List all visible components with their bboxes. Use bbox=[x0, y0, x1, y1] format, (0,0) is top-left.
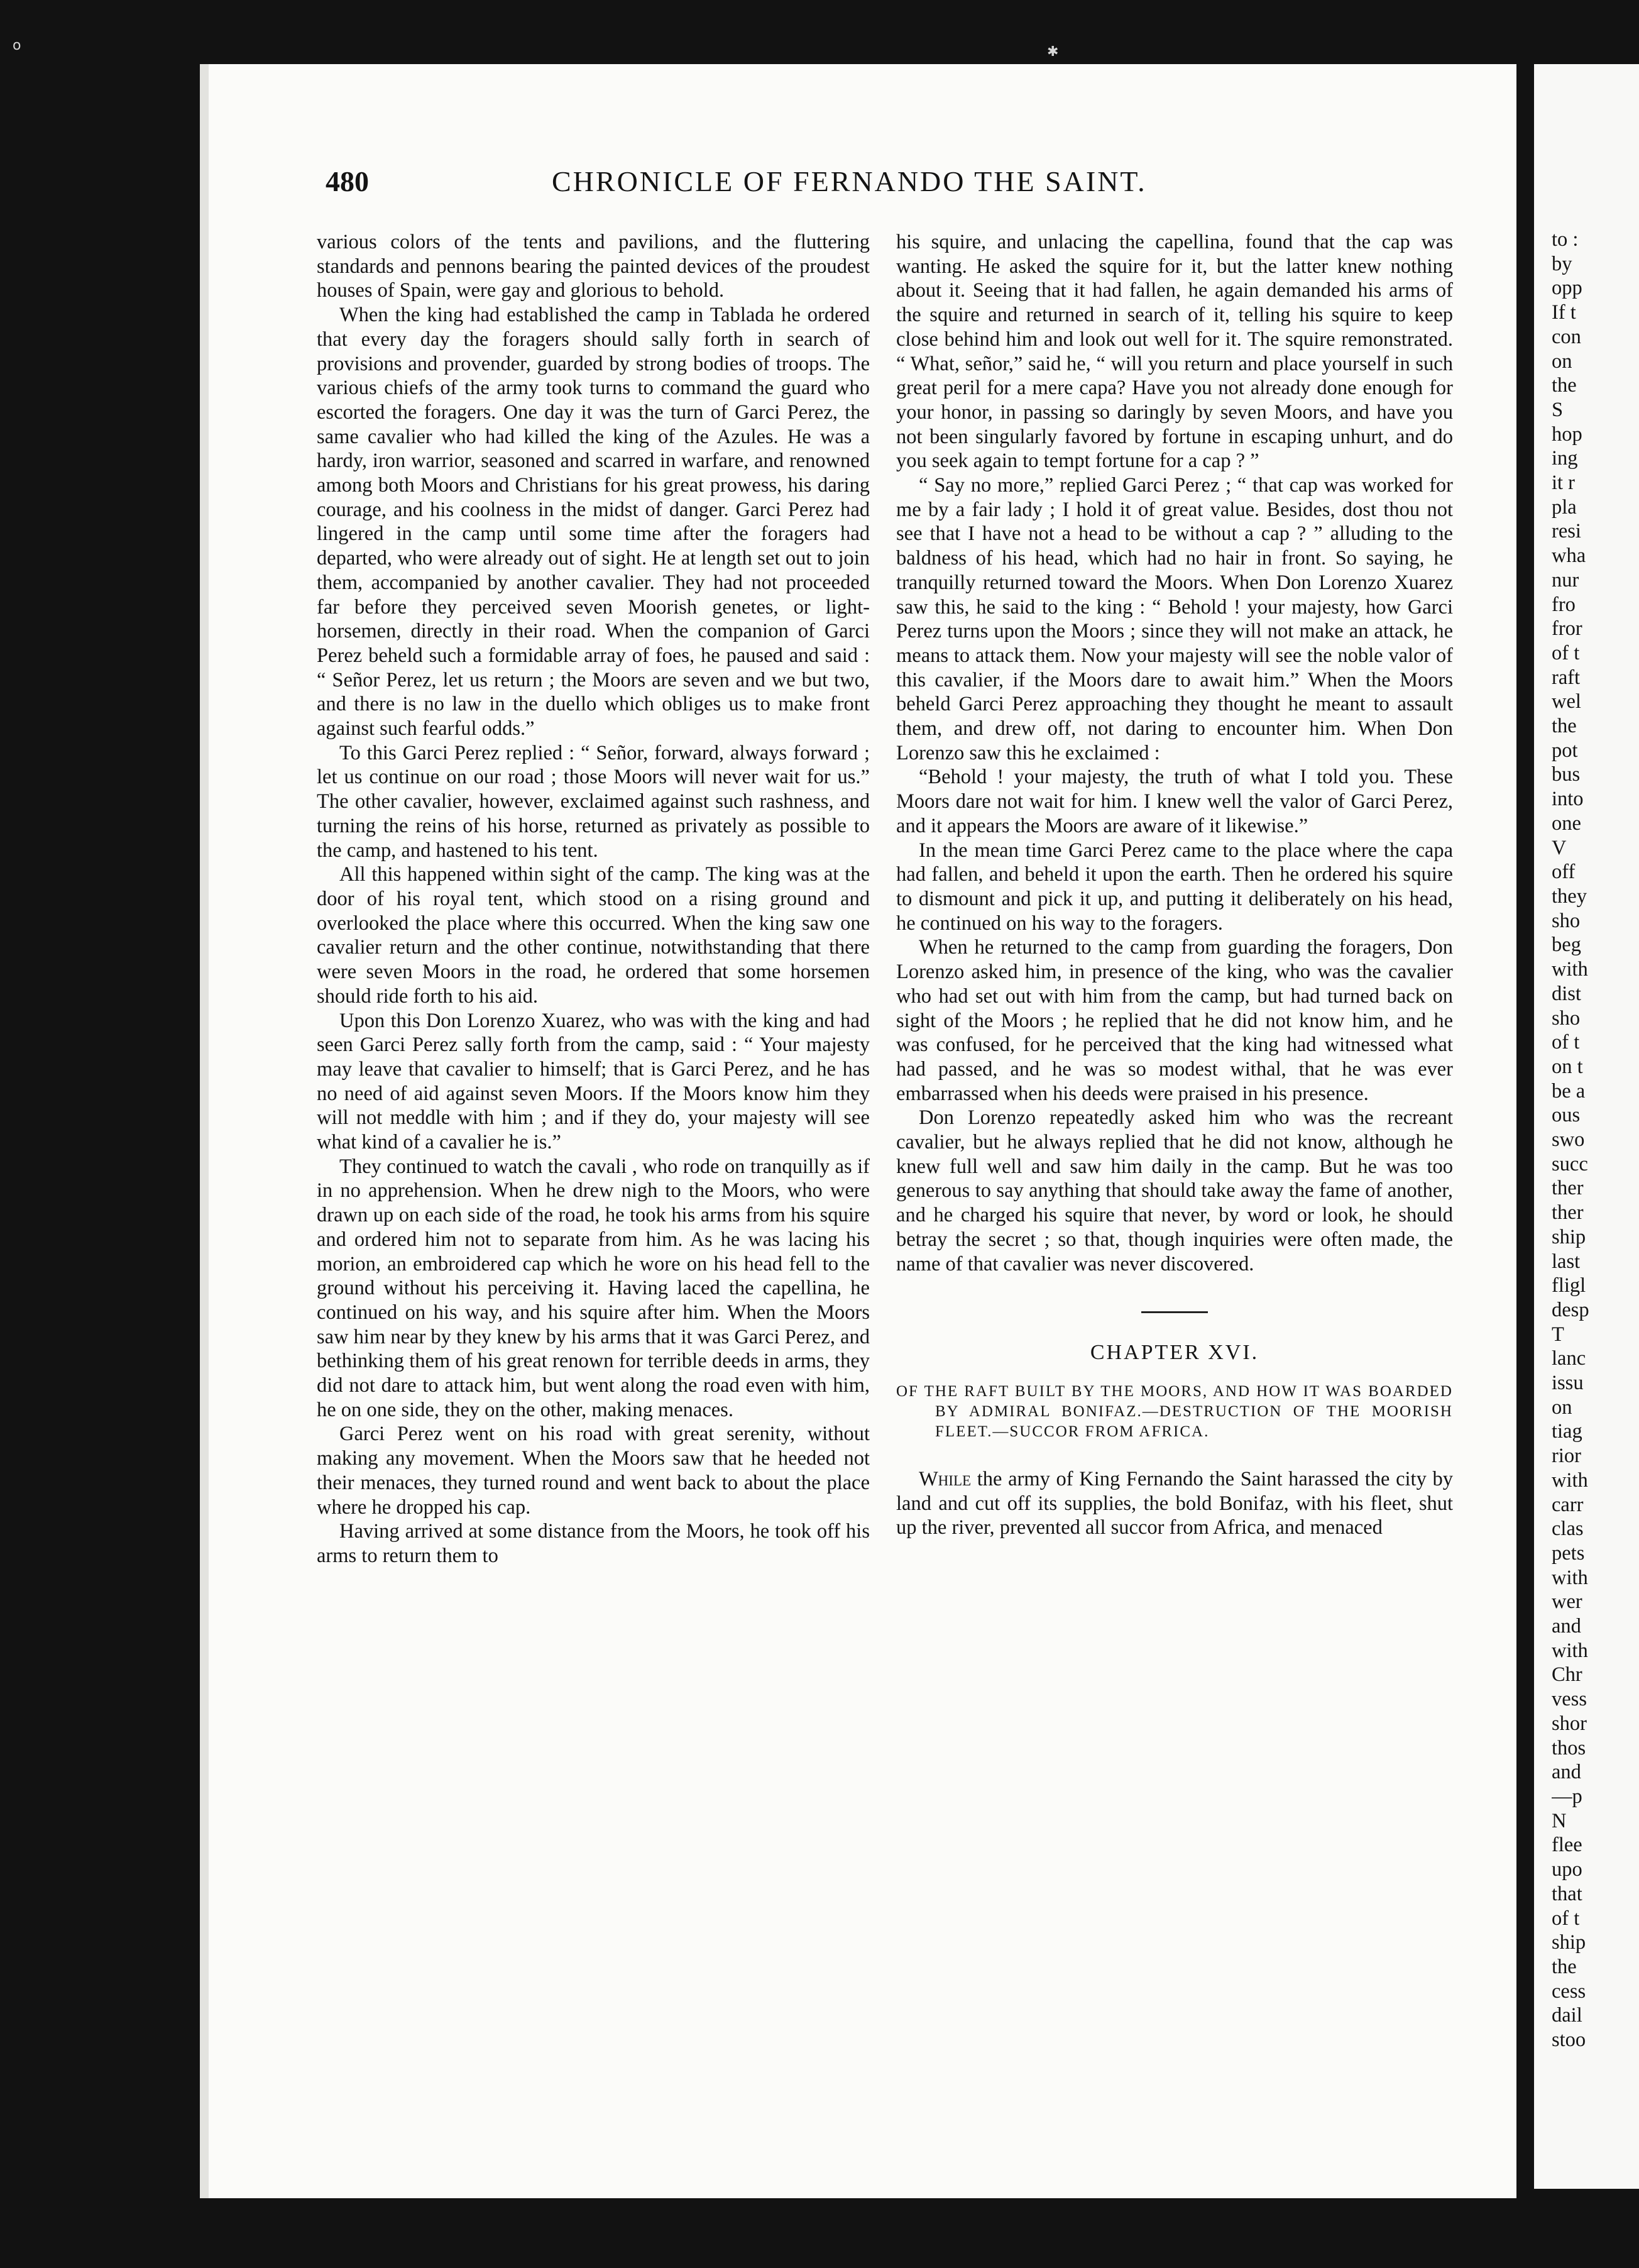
paragraph: Garci Perez went on his road with great serenity, without making any movement. When the Moors saw that he heeded not their menaces, they turned round and went back to about the place where he dropped his cap. bbox=[317, 1423, 870, 1519]
paragraph: They continued to watch the cavali , who rode on tranquilly as if in no apprehension. When he drew nigh to the Moors, who were drawn up on each side of the road, he took his arms from his squire and ordered him not to separate from him. As he was lacing his morion, an embroidered cap which he wore on his head fell to the ground without his perceiving it. Having laced the capellina, he continued on his way, and his squire after him. When the Moors saw him near by they knew by his arms that it was Garci Perez, and bethinking them of his great renown for terrible deeds in arms, they did not dare to attack him, but went along the road even with him, he on one side, they on the other, making menaces. bbox=[317, 1155, 870, 1421]
facing-page-line: thos bbox=[1552, 1736, 1586, 1759]
facing-page-line: it r bbox=[1552, 471, 1576, 495]
facing-page-line: sho bbox=[1552, 909, 1581, 932]
facing-page-line: fligl bbox=[1552, 1274, 1586, 1297]
facing-page-line: sho bbox=[1552, 1006, 1581, 1030]
facing-page-line: opp bbox=[1552, 277, 1582, 300]
facing-page-line: fror bbox=[1552, 617, 1582, 641]
running-title: CHRONICLE OF FERNANDO THE SAINT. bbox=[552, 165, 1147, 197]
opening-text: the army of King Fernando the Saint harassed the city by land and cut off its supplies, the bold Bonifaz, with his fleet, shut up the river, prevented all succor from Africa, and menaced bbox=[896, 1467, 1453, 1539]
facing-page-line: tiag bbox=[1552, 1420, 1582, 1443]
text-column-left bbox=[317, 230, 870, 2141]
facing-page-line: —p bbox=[1552, 1785, 1582, 1808]
page-edge bbox=[200, 64, 209, 2198]
facing-page-line: lanc bbox=[1552, 1347, 1586, 1370]
paragraph: Having arrived at some distance from the Moors, he took off his arms to return them to bbox=[317, 1520, 870, 1567]
chapter-divider bbox=[1141, 1311, 1208, 1313]
facing-page-line: ship bbox=[1552, 1225, 1586, 1248]
chapter-opening-paragraph bbox=[896, 1467, 1453, 1540]
paragraph: his squire, and unlacing the capellina, found that the cap was wanting. He asked the squire for it, but the latter knew nothing about it. Seeing that it had fallen, he again demanded his arms of the squire and returned in search of it, telling his squire to keep close behind him and look out well for it. The squire remonstrated. “ What, señor,” said he, “ will you return and place yourself in such great peril for a mere capa? Have you not already done enough for your honor, in passing so daringly by seven Moors, and have you not been singularly favored by fortune in escaping unhurt, and do you seek again to tempt fortune for a cap ? ” bbox=[896, 231, 1453, 473]
paragraph: Upon this Don Lorenzo Xuarez, who was with the king and had seen Garci Perez sally forth from the camp, said : “ Your majesty may leave that cavalier to himself; that is Garci Perez, and he has no need of aid against seven Moors. If the Moors know him they will not meddle with him ; and if they do, your majesty will see what kind of a cavalier he is.” bbox=[317, 1009, 870, 1154]
facing-page-line: If t bbox=[1552, 301, 1576, 324]
facing-page-line: ous bbox=[1552, 1104, 1581, 1127]
facing-page-line: pets bbox=[1552, 1541, 1585, 1565]
facing-page-line: upo bbox=[1552, 1858, 1582, 1881]
facing-page-line: last bbox=[1552, 1250, 1581, 1273]
facing-page-line: off bbox=[1552, 861, 1576, 884]
facing-page-line: V bbox=[1552, 836, 1567, 859]
paragraph: To this Garci Perez replied : “ Señor, forward, always forward ; let us continue on our road ; those Moors will never wait for us.” The other cavalier, however, exclaimed against such rashness, and turning the reins of his horse, returned as privately as possible to the camp, and hastened to his tent. bbox=[317, 741, 870, 862]
facing-page-line: S bbox=[1552, 398, 1564, 421]
facing-page-line: wel bbox=[1552, 690, 1581, 713]
facing-page-line: N bbox=[1552, 1809, 1567, 1832]
facing-page-line: wer bbox=[1552, 1590, 1582, 1614]
facing-page-line: dail bbox=[1552, 2004, 1582, 2027]
facing-page-line: they bbox=[1552, 884, 1587, 908]
facing-page-line: of t bbox=[1552, 1031, 1580, 1054]
facing-page-line: fro bbox=[1552, 593, 1576, 616]
facing-page-line: and bbox=[1552, 1761, 1581, 1784]
facing-page-line: pot bbox=[1552, 739, 1578, 762]
facing-page-line: T bbox=[1552, 1323, 1564, 1346]
page-number: 480 bbox=[326, 165, 369, 197]
scan-specks: ✱ bbox=[1047, 44, 1059, 60]
facing-page-line: swo bbox=[1552, 1128, 1585, 1152]
paragraph: In the mean time Garci Perez came to the place where the capa had fallen, and beheld it upon the earth. Then he ordered his squire to dismount and pick it up, and putting it deliberately on his head, he continued on his way to the foragers. bbox=[896, 839, 1453, 935]
facing-page-line: to : bbox=[1552, 228, 1579, 251]
facing-page-line: rior bbox=[1552, 1445, 1581, 1468]
paragraph: When the king had established the camp in Tablada he ordered that every day the foragers should sally forth in search of provisions and provender, guarded by strong bodies of troops. The various chiefs of the army took turns to command the guard who escorted the foragers. One day it was the turn of Garci Perez, the same cavalier who had killed the king of the Azules. He was a hardy, iron warrior, seasoned and scarred in warfare, and renowned among both Moors and Christians for his great prowess, his daring courage, and his coolness in the midst of danger. Garci Perez had lingered in the camp until some time after the foragers had departed, who were already out of sight. He at length set out to join them, accompanied by another cavalier. They had not proceeded far before they perceived seven Moorish genetes, or light-horsemen, directly in their road. When the companion of Garci Perez beheld such a formidable array of foes, he paused and said : “ Señor Perez, let us return ; the Moors are seven and we but two, and there is no law in the duello which obliges us to make front against such fearful odds.” bbox=[317, 304, 870, 740]
facing-page-line: bus bbox=[1552, 763, 1581, 786]
facing-page-line: on bbox=[1552, 350, 1572, 373]
facing-page-line: and bbox=[1552, 1615, 1581, 1638]
facing-page-line: with bbox=[1552, 1566, 1588, 1589]
facing-page-line: issu bbox=[1552, 1372, 1584, 1395]
facing-page-line: nur bbox=[1552, 568, 1579, 592]
facing-page-line: on t bbox=[1552, 1055, 1583, 1078]
facing-page-line: desp bbox=[1552, 1298, 1589, 1321]
facing-page-line: one bbox=[1552, 812, 1581, 835]
facing-page-line: of t bbox=[1552, 641, 1580, 664]
facing-page-line: vess bbox=[1552, 1688, 1587, 1711]
text-column-right bbox=[896, 230, 1453, 2141]
facing-page-line: cess bbox=[1552, 1979, 1586, 2003]
facing-page-line: flee bbox=[1552, 1834, 1582, 1857]
facing-page-line: with bbox=[1552, 958, 1588, 981]
facing-page-line: the bbox=[1552, 1955, 1577, 1978]
facing-page-line: the bbox=[1552, 374, 1577, 397]
facing-page-line: con bbox=[1552, 325, 1581, 348]
chapter-summary: OF THE RAFT BUILT BY THE MOORS, AND HOW IT WAS BOARDED BY ADMIRAL BONIFAZ.—DESTRUCTION OF THE MOORISH FLEET.—SUCCOR FROM AFRICA. bbox=[896, 1382, 1453, 1440]
facing-page-line: by bbox=[1552, 252, 1572, 275]
facing-page-line: resi bbox=[1552, 520, 1581, 543]
facing-page-edge bbox=[1534, 64, 1639, 2189]
book-page bbox=[200, 64, 1516, 2198]
facing-page-line: the bbox=[1552, 715, 1577, 738]
chapter-heading: CHAPTER XVI. bbox=[1090, 1341, 1259, 1365]
facing-page-line: ing bbox=[1552, 447, 1578, 470]
facing-page-line: pla bbox=[1552, 495, 1577, 519]
paragraph: “Behold ! your majesty, the truth of what I told you. These Moors dare not wait for him. I knew well the valor of Garci Perez, and it appears the Moors are aware of it likewise.” bbox=[896, 766, 1453, 837]
facing-page-line: dist bbox=[1552, 982, 1581, 1005]
facing-page-line: that bbox=[1552, 1882, 1582, 1905]
facing-page-line: ther bbox=[1552, 1201, 1584, 1225]
facing-page-line: hop bbox=[1552, 422, 1582, 446]
facing-page-line: ship bbox=[1552, 1931, 1586, 1954]
facing-page-line: of t bbox=[1552, 1907, 1580, 1930]
facing-page-line: Chr bbox=[1552, 1663, 1582, 1687]
facing-page-line: shor bbox=[1552, 1712, 1587, 1735]
facing-page-line: succ bbox=[1552, 1152, 1588, 1175]
facing-page-line: raft bbox=[1552, 666, 1581, 689]
facing-page-line: wha bbox=[1552, 544, 1586, 568]
paragraph: various colors of the tents and pavilions, and the fluttering standards and pennons bearing the painted devices of the proudest houses of Spain, were gay and glorious to behold. bbox=[317, 231, 870, 302]
facing-page-line: beg bbox=[1552, 933, 1581, 957]
paragraph: “ Say no more,” replied Garci Perez ; “ that cap was worked for me by a fair lady ; I hold it of great value. Besides, dost thou not see that I have not a head to be without a cap ? ” alluding to the baldness of his head, which had no hair in front. So saying, he tranquilly returned toward the Moors. When Don Lorenzo Xuarez saw this, he said to the king : “ Behold ! your majesty, how Garci Perez turns upon the Moors ; since they will not make an attack, he means to attack them. Now your majesty will see the noble valor of this cavalier, if the Moors dare to await him.” When the Moors beheld Garci Perez approaching they thought he meant to assault them, and drew off, not daring to encounter him. When Don Lorenzo saw this he exclaimed : bbox=[896, 474, 1453, 764]
facing-page-text-fragments bbox=[1552, 228, 1589, 2052]
facing-page-line: into bbox=[1552, 788, 1584, 811]
opening-word: While bbox=[919, 1467, 972, 1490]
facing-page-line: carr bbox=[1552, 1493, 1584, 1516]
facing-page-line: with bbox=[1552, 1639, 1588, 1662]
facing-page-line: on bbox=[1552, 1395, 1572, 1419]
paragraph: Don Lorenzo repeatedly asked him who was the recreant cavalier, but he always replied that he did not know, although he knew full well and saw him daily in the camp. But he was too generous to say anything that should take away the fame of another, and he charged his squire that never, by word or look, he should betray the secret ; so that, though inquiries were often made, the name of that cavalier was never discovered. bbox=[896, 1106, 1453, 1275]
facing-page-line: clas bbox=[1552, 1517, 1584, 1541]
facing-page-line: with bbox=[1552, 1468, 1588, 1492]
paragraph: All this happened within sight of the camp. The king was at the door of his royal tent, which stood on a rising ground and overlooked the place where this occurred. When the king saw one cavalier return and the other continue, notwithstanding that there were seven Moors in the road, he ordered that some horsemen should ride forth to his aid. bbox=[317, 863, 870, 1008]
facing-page-line: be a bbox=[1552, 1079, 1586, 1103]
facing-page-line: stoo bbox=[1552, 2029, 1586, 2052]
scan-specks: o bbox=[13, 38, 21, 53]
paragraph: When he returned to the camp from guarding the foragers, Don Lorenzo asked him, in presence of the king, who was the cavalier who had set out with him from the camp, but had turned back on sight of the Moors ; he replied that he did not know him, and he was confused, for he perceived that the king had witnessed what had passed, and he was so modest withal, that he was ever embarrassed when his deeds were praised in his presence. bbox=[896, 936, 1453, 1105]
facing-page-line: ther bbox=[1552, 1177, 1584, 1200]
